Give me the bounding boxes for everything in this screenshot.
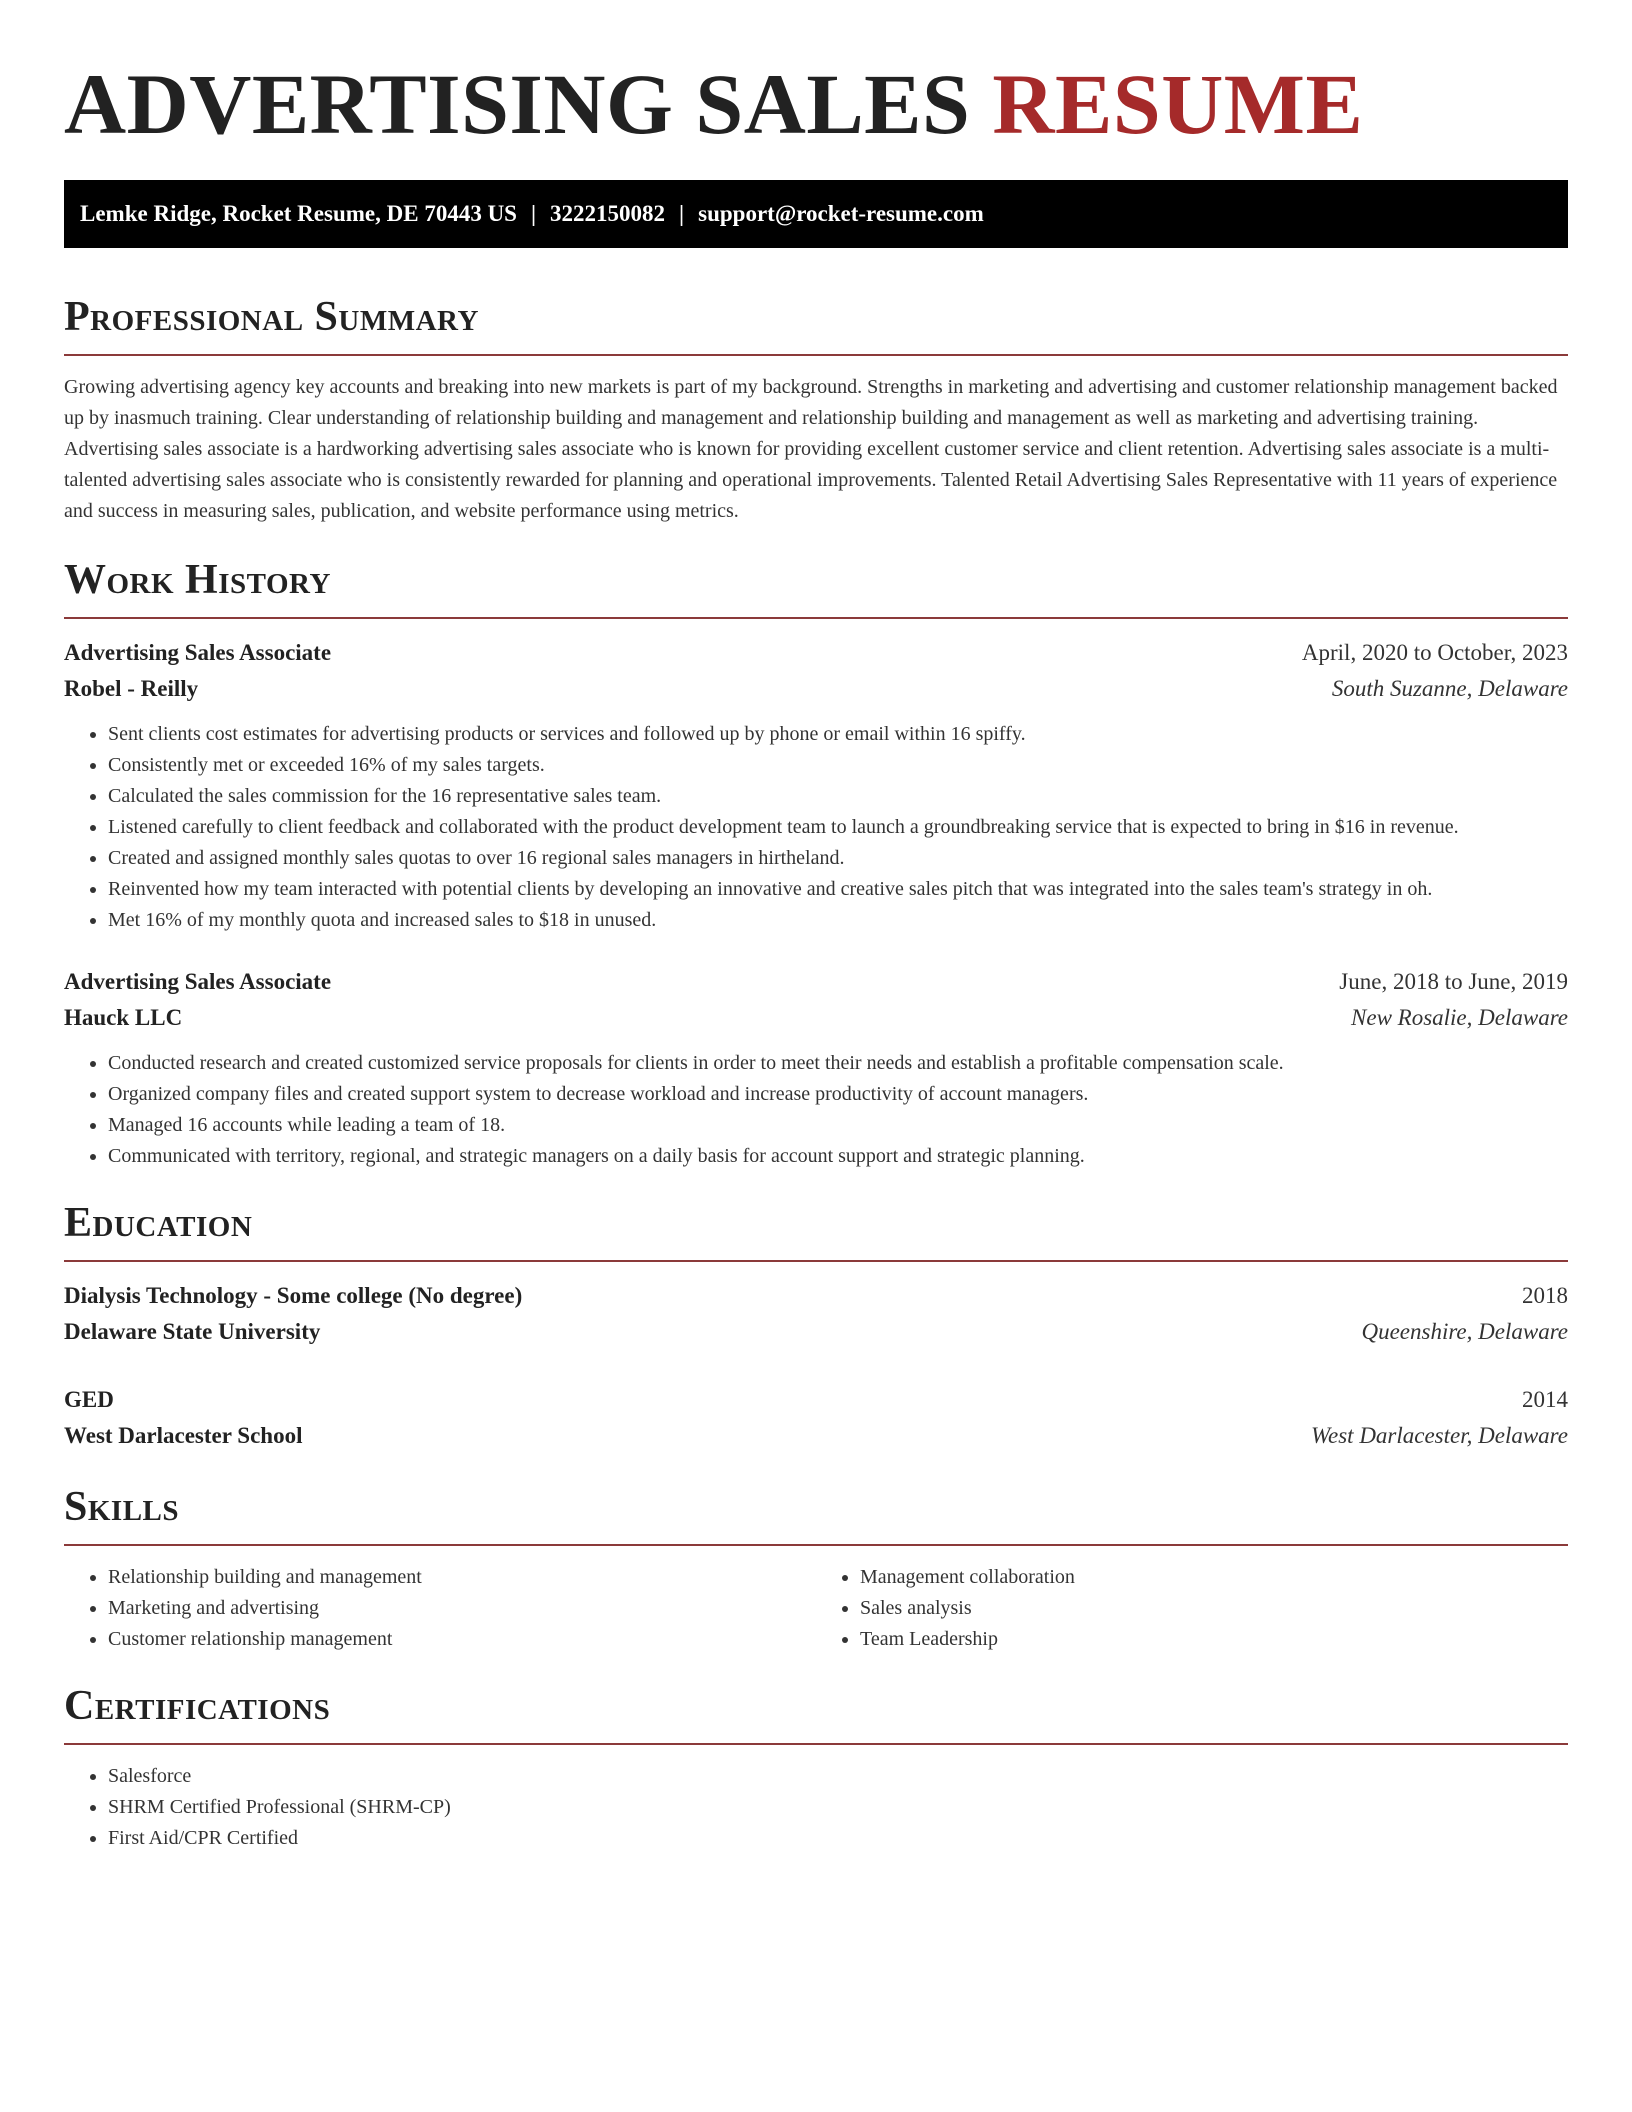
summary-heading: Professional Summary xyxy=(64,294,479,340)
skills-heading: Skills xyxy=(64,1484,180,1530)
list-item: • Managed 16 accounts while leading a team of 18. xyxy=(108,1110,1568,1141)
section-divider xyxy=(64,354,1568,356)
education-year: 2014 xyxy=(1522,1387,1568,1412)
section-divider xyxy=(64,617,1568,619)
list-item: • Communicated with territory, regional, and strategic managers on a daily basis for account support and strategic planning. xyxy=(108,1141,1568,1172)
education-year: 2018 xyxy=(1522,1283,1568,1308)
contact-address: Lemke Ridge, Rocket Resume, DE 70443 US xyxy=(80,201,517,226)
summary-text: Growing advertising agency key accounts and breaking into new markets is part of my background. Strengths in marketing and advertising and customer relationship management backed up by inasmuch training. Clear understanding of relationship building and management and relationship building and management as well as marketing and advertising training. Advertising sales associate is a hardworking advertising sales associate who is known for providing excellent customer service and client retention. Advertising sales associate is a multi-talented advertising sales associate who is consistently rewarded for planning and operational improvements. Talented Retail Advertising Sales Representative with 11 years of experience and success in measuring sales, publication, and website performance using metrics. xyxy=(64,376,1558,522)
education-location: West Darlacester, Delaware xyxy=(1310,1423,1568,1448)
list-item: • Customer relationship management xyxy=(108,1624,816,1655)
education-heading: Education xyxy=(64,1200,253,1246)
job-bullets xyxy=(64,1048,1568,1172)
contact-bar xyxy=(64,180,1568,248)
certifications-heading: Certifications xyxy=(64,1683,331,1729)
certifications-section xyxy=(64,1681,1568,1854)
summary-section xyxy=(64,292,1568,527)
job-location: New Rosalie, Delaware xyxy=(1351,1005,1568,1030)
education-degree: Dialysis Technology - Some college (No degree) xyxy=(64,1283,523,1308)
education-entry xyxy=(64,1382,1568,1454)
resume-title-accent: RESUME xyxy=(992,56,1364,152)
list-item: • Calculated the sales commission for the 16 representative sales team. xyxy=(108,781,1568,812)
education-location: Queenshire, Delaware xyxy=(1361,1319,1568,1344)
section-divider xyxy=(64,1544,1568,1546)
job-entry xyxy=(64,635,1568,936)
list-item: • Sales analysis xyxy=(860,1593,1568,1624)
work-history-section xyxy=(64,555,1568,1172)
job-title: Advertising Sales Associate xyxy=(64,640,332,665)
education-degree-row xyxy=(64,1382,1568,1418)
section-divider xyxy=(64,1743,1568,1745)
education-school-row xyxy=(64,1418,1568,1454)
job-location: South Suzanne, Delaware xyxy=(1331,676,1568,701)
job-company: Robel - Reilly xyxy=(64,676,199,701)
resume-title xyxy=(64,56,1568,152)
job-title: Advertising Sales Associate xyxy=(64,969,332,994)
list-item: • Salesforce xyxy=(108,1761,1568,1792)
skills-list-left xyxy=(64,1562,816,1655)
education-school: West Darlacester School xyxy=(64,1423,303,1448)
contact-separator: | xyxy=(530,201,537,226)
job-company-row xyxy=(64,1000,1568,1036)
education-school-row xyxy=(64,1314,1568,1350)
list-item: • Organized company files and created support system to decrease workload and increase productivity of account managers. xyxy=(108,1079,1568,1110)
skills-section xyxy=(64,1482,1568,1655)
job-title-row xyxy=(64,635,1568,671)
list-item: • Sent clients cost estimates for advertising products or services and followed up by phone or email within 16 spiffy. xyxy=(108,719,1568,750)
list-item: • Management collaboration xyxy=(860,1562,1568,1593)
list-item: • Team Leadership xyxy=(860,1624,1568,1655)
skills-grid xyxy=(64,1562,1568,1655)
list-item: • Marketing and advertising xyxy=(108,1593,816,1624)
list-item: • Created and assigned monthly sales quotas to over 16 regional sales managers in hirtheland. xyxy=(108,843,1568,874)
list-item: • Relationship building and management xyxy=(108,1562,816,1593)
education-degree: GED xyxy=(64,1387,114,1412)
list-item: • Consistently met or exceeded 16% of my sales targets. xyxy=(108,750,1568,781)
contact-phone: 3222150082 xyxy=(550,201,666,226)
job-dates: June, 2018 to June, 2019 xyxy=(1339,969,1568,994)
education-entry xyxy=(64,1278,1568,1350)
skills-list-right xyxy=(816,1562,1568,1655)
list-item: • SHRM Certified Professional (SHRM-CP) xyxy=(108,1792,1568,1823)
list-item: • Conducted research and created customized service proposals for clients in order to meet their needs and establish a profitable compensation scale. xyxy=(108,1048,1568,1079)
contact-separator: | xyxy=(679,201,685,226)
list-item: • Reinvented how my team interacted with potential clients by developing an innovative and creative sales pitch that was integrated into the sales team's strategy in oh. xyxy=(108,874,1568,905)
education-school: Delaware State University xyxy=(64,1319,321,1344)
job-title-row xyxy=(64,964,1568,1000)
certifications-list xyxy=(64,1761,1568,1854)
job-company-row xyxy=(64,671,1568,707)
job-company: Hauck LLC xyxy=(64,1005,183,1030)
work-history-heading: Work History xyxy=(64,557,331,603)
job-dates: April, 2020 to October, 2023 xyxy=(1301,640,1568,665)
list-item: • First Aid/CPR Certified xyxy=(108,1823,1568,1854)
list-item: • Met 16% of my monthly quota and increased sales to $18 in unused. xyxy=(108,905,1568,936)
job-entry xyxy=(64,964,1568,1172)
education-degree-row xyxy=(64,1278,1568,1314)
resume-title-main: ADVERTISING SALES xyxy=(64,56,971,152)
section-divider xyxy=(64,1260,1568,1262)
education-section xyxy=(64,1198,1568,1454)
job-bullets xyxy=(64,719,1568,936)
list-item: • Listened carefully to client feedback and collaborated with the product development team to launch a groundbreaking service that is expected to bring in $16 in revenue. xyxy=(108,812,1568,843)
contact-email: support@rocket-resume.com xyxy=(698,201,984,226)
